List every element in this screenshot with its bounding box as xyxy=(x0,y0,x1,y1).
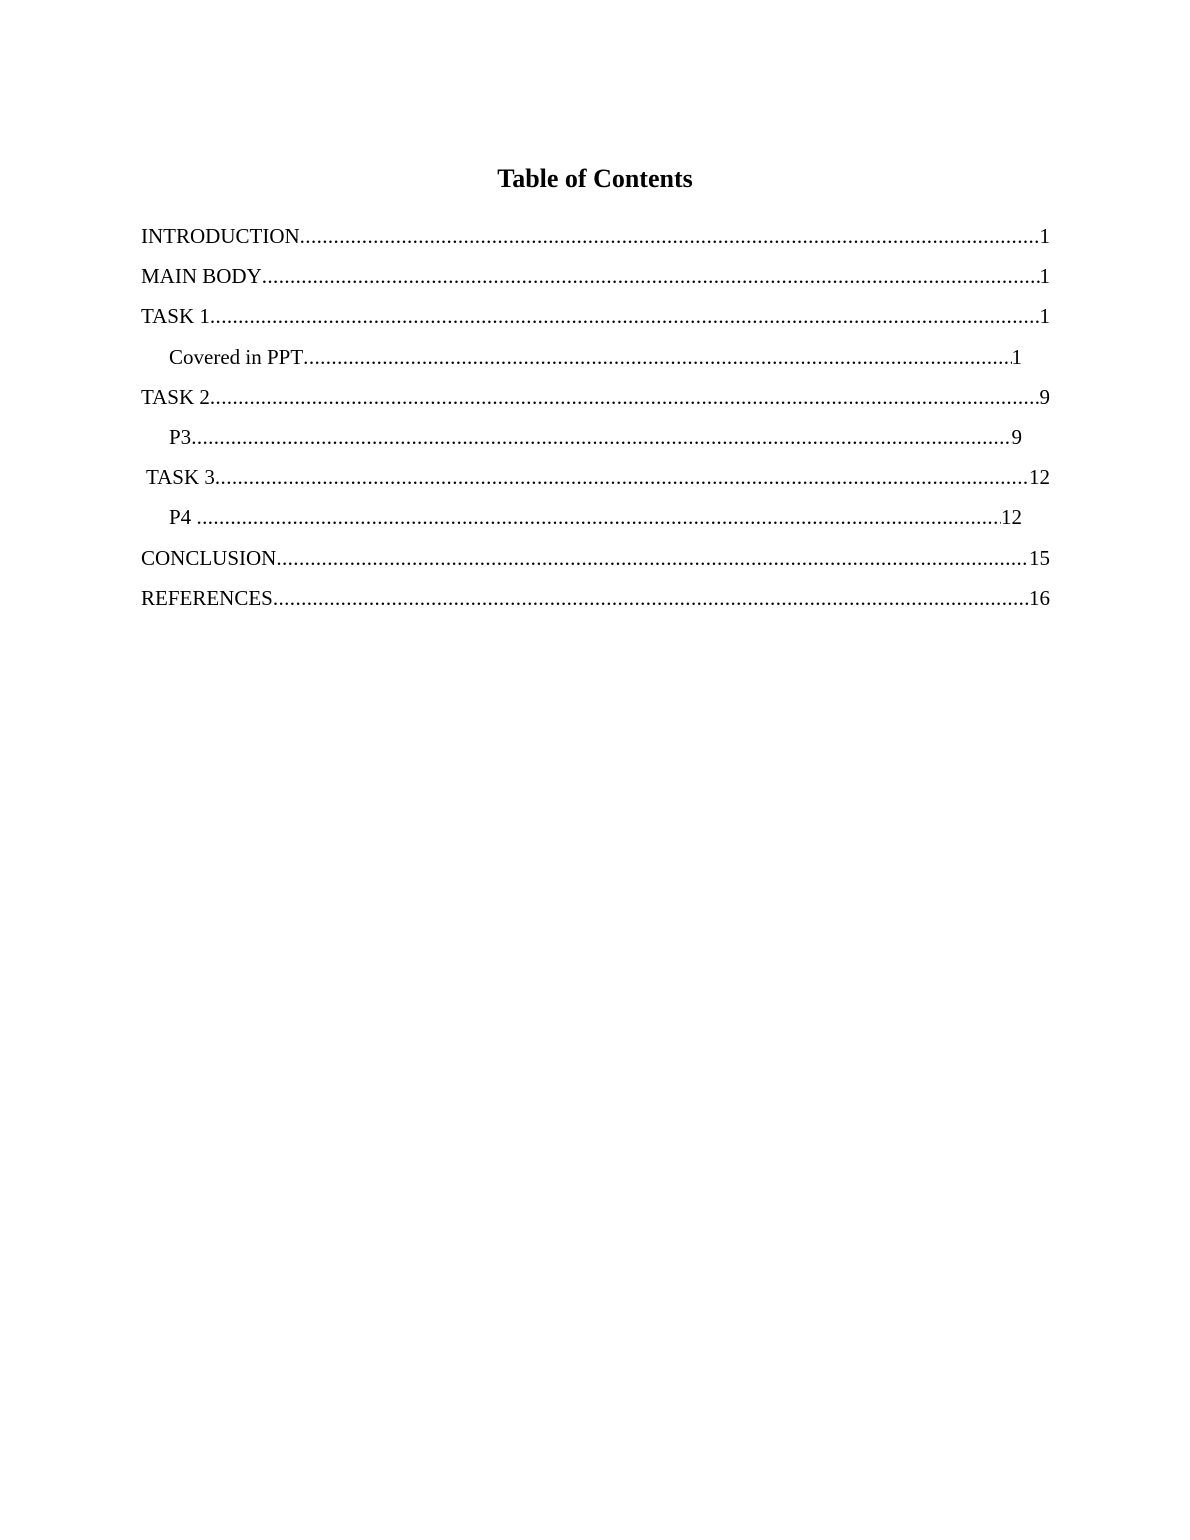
toc-entry-introduction[interactable] xyxy=(141,220,1050,252)
toc-entry-label: MAIN BODY xyxy=(141,264,262,288)
dot-leader xyxy=(262,260,1040,292)
toc-entry-label: TASK 2 xyxy=(141,385,210,409)
dot-leader xyxy=(210,381,1040,413)
toc-page-number: 16 xyxy=(1029,586,1050,610)
toc-entry-p3[interactable] xyxy=(169,421,1022,453)
toc-page-number: 1 xyxy=(1039,224,1050,248)
dot-leader xyxy=(191,421,1011,453)
toc-page-number: 12 xyxy=(1001,505,1022,529)
toc-page-number: 1 xyxy=(1039,264,1050,288)
toc-entry-references[interactable] xyxy=(141,582,1050,614)
toc-entry-conclusion[interactable] xyxy=(141,542,1050,574)
toc-entry-task-1[interactable] xyxy=(141,300,1050,332)
toc-title: Table of Contents xyxy=(497,164,693,193)
dot-leader xyxy=(215,461,1029,493)
toc-page-number: 15 xyxy=(1029,546,1050,570)
toc-entry-label: P4 xyxy=(169,505,197,529)
toc-page-number: 12 xyxy=(1029,465,1050,489)
toc-entry-label: TASK 1 xyxy=(141,304,210,328)
dot-leader xyxy=(210,300,1040,332)
toc-entry-label: P3 xyxy=(169,425,192,449)
dot-leader xyxy=(303,341,1011,373)
toc-entry-main-body[interactable] xyxy=(141,260,1050,292)
toc-entry-label: TASK 3 xyxy=(146,465,215,489)
toc-page-number: 1 xyxy=(1039,304,1050,328)
dot-leader xyxy=(273,582,1029,614)
toc-entry-label: REFERENCES xyxy=(141,586,273,610)
toc-page-number: 1 xyxy=(1011,345,1022,369)
toc-entry-task-2[interactable] xyxy=(141,381,1050,413)
toc-entry-label: Covered in PPT xyxy=(169,345,304,369)
dot-leader xyxy=(196,501,1001,533)
dot-leader xyxy=(276,542,1029,574)
toc-page-number: 9 xyxy=(1039,385,1050,409)
toc-page-number: 9 xyxy=(1011,425,1022,449)
toc-entry-covered-in-ppt[interactable] xyxy=(169,341,1022,373)
toc-entry-label: CONCLUSION xyxy=(141,546,277,570)
toc-entry-task-3[interactable] xyxy=(146,461,1050,493)
toc-entry-p4[interactable] xyxy=(169,501,1022,533)
dot-leader xyxy=(300,220,1040,252)
toc-entry-label: INTRODUCTION xyxy=(141,224,300,248)
